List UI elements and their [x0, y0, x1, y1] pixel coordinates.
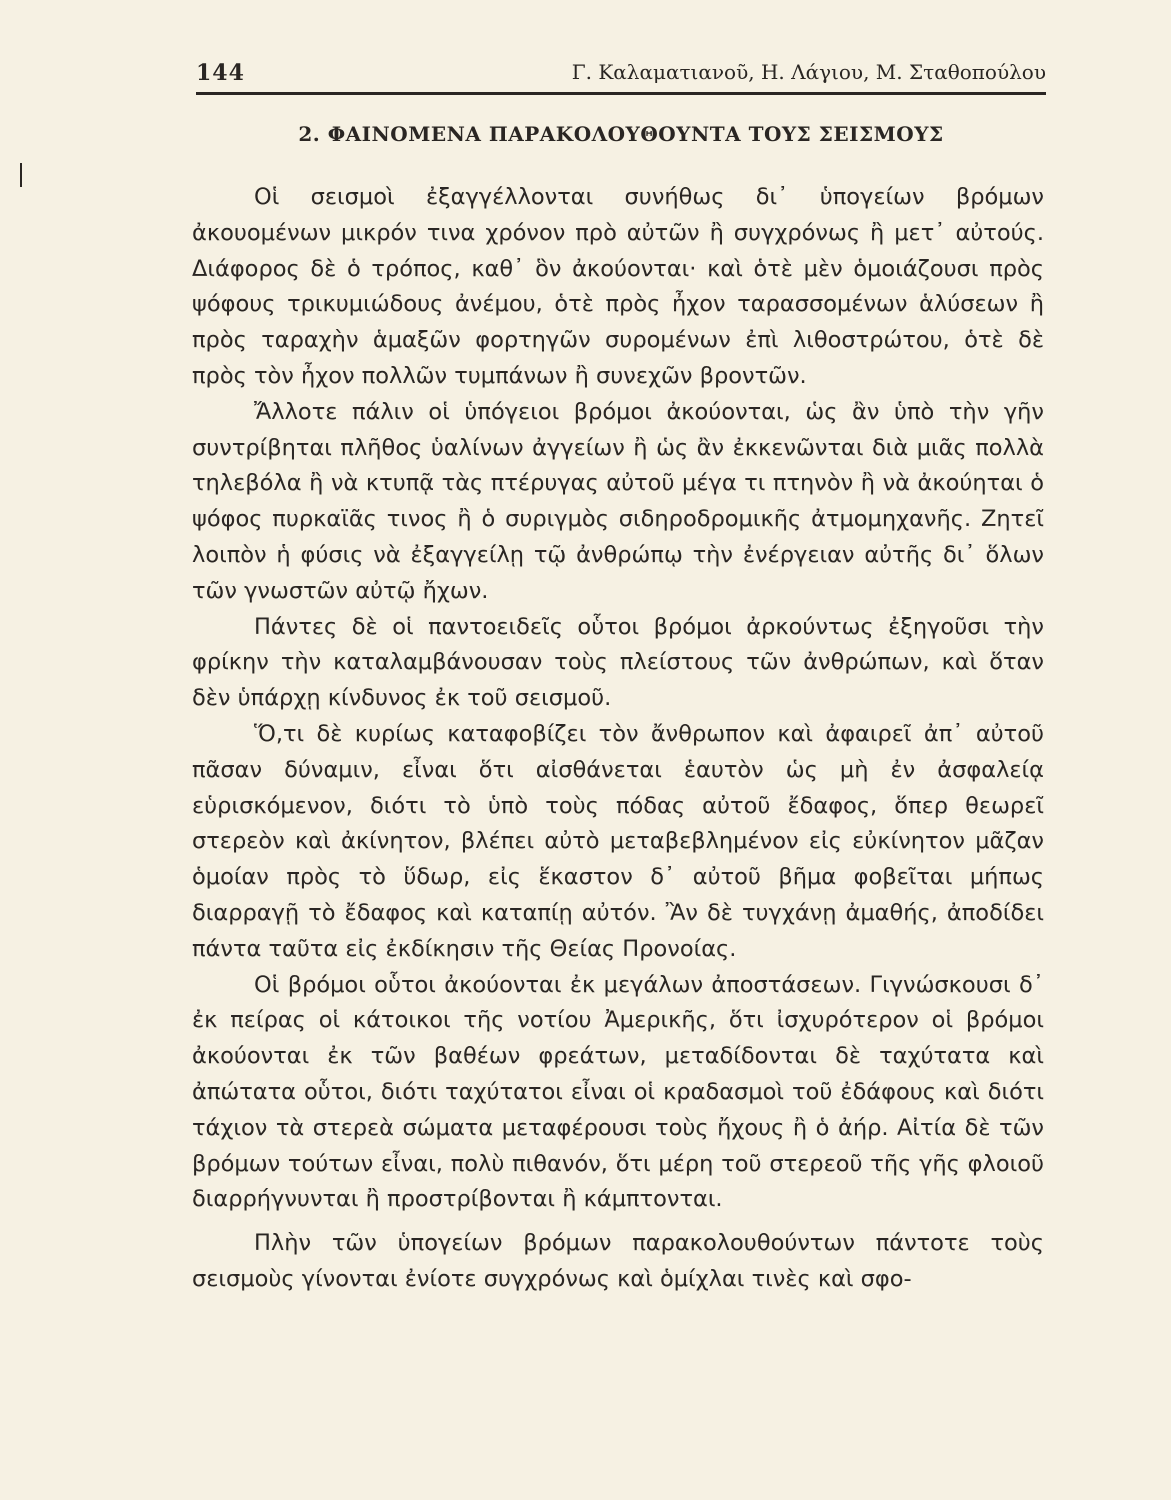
paragraph: Οἱ βρόμοι οὗτοι ἀκούονται ἐκ μεγάλων ἀποστάσεων. Γιγνώσκουσι δ᾽ ἐκ πείρας οἱ κάτοικοι τῆς νοτίου Ἀμερικῆς, ὅτι ἰσχυρότερον οἱ βρόμοι ἀκούονται ἐκ τῶν βαθέων φρεάτων, μεταδίδονται δὲ ταχύτατα καὶ ἀπώτατα οὗτοι, διότι ταχύτατοι εἶναι οἱ κραδασμοὶ τοῦ ἐδάφους καὶ διότι τάχιον τὰ στερεὰ σώματα μεταφέρουσι τοὺς ἤχους ἢ ὁ ἀήρ. Αἰτία δὲ τῶν βρόμων τούτων εἶναι, πολὺ πιθανόν, ὅτι μέρη τοῦ στερεοῦ τῆς γῆς φλοιοῦ διαρρήγνυνται ἢ προστρίβονται ἢ κάμπτονται.	[192, 971, 1044, 1213]
body-text	[192, 180, 1044, 1298]
page-header	[196, 56, 1046, 92]
header-rule	[196, 92, 1046, 95]
page-number: 144	[196, 60, 245, 86]
paragraph: Ἄλλοτε πάλιν οἱ ὑπόγειοι βρόμοι ἀκούονται, ὡς ἂν ὑπὸ τὴν γῆν συντρίβηται πλῆθος ὑαλίνων ἀγγείων ἢ ὡς ἂν ἐκκενῶνται διὰ μιᾶς πολλὰ τηλεβόλα ἢ νὰ κτυπᾷ τὰς πτέρυγας αὐτοῦ μέγα τι πτηνὸν ἢ νὰ ἀκούηται ὁ ψόφος πυρκαϊᾶς τινος ἢ ὁ συριγμὸς σιδηροδρομικῆς ἀτμομηχανῆς. Ζητεῖ λοιπὸν ἡ φύσις νὰ ἐξαγγείλῃ τῷ ἀνθρώπῳ τὴν ἐνέργειαν αὐτῆς δι᾽ ὅλων τῶν γνωστῶν αὐτῷ ἤχων.	[192, 398, 1044, 604]
paragraph: Ὅ,τι δὲ κυρίως καταφοβίζει τὸν ἄνθρωπον καὶ ἀφαιρεῖ ἀπ᾽ αὐτοῦ πᾶσαν δύναμιν, εἶναι ὅτι αἰσθάνεται ἑαυτὸν ὡς μὴ ἐν ἀσφαλείᾳ εὑρισκόμενον, διότι τὸ ὑπὸ τοὺς πόδας αὐτοῦ ἔδαφος, ὅπερ θεωρεῖ στερεὸν καὶ ἀκίνητον, βλέπει αὐτὸ μεταβεβλημένον εἰς εὐκίνητον μᾶζαν ὁμοίαν πρὸς τὸ ὕδωρ, εἰς ἕκαστον δ᾽ αὐτοῦ βῆμα φοβεῖται μήπως διαρραγῇ τὸ ἔδαφος καὶ καταπίῃ αὐτόν. Ἂν δὲ τυγχάνῃ ἀμαθής, ἀποδίδει πάντα ταῦτα εἰς ἐκδίκησιν τῆς Θείας Προνοίας.	[192, 720, 1044, 962]
paragraph: Πάντες δὲ οἱ παντοειδεῖς οὗτοι βρόμοι ἀρκούντως ἐξηγοῦσι τὴν φρίκην τὴν καταλαμβάνουσαν τοὺς πλείστους τῶν ἀνθρώπων, καὶ ὅταν δὲν ὑπάρχῃ κίνδυνος ἐκ τοῦ σεισμοῦ.	[192, 613, 1044, 712]
margin-mark	[20, 163, 22, 187]
running-head-authors: Γ. Καλαματιανοῦ, Η. Λάγιου, Μ. Σταθοπούλου	[571, 60, 1046, 84]
paragraph: Πλὴν τῶν ὑπογείων βρόμων παρακολουθούντων πάντοτε τοὺς σεισμοὺς γίνονται ἐνίοτε συγχρόνως καὶ ὁμίχλαι τινὲς καὶ σφο-	[192, 1230, 1044, 1292]
paragraph: Οἱ σεισμοὶ ἐξαγγέλλονται συνήθως δι᾽ ὑπογείων βρόμων ἀκουομένων μικρόν τινα χρόνον πρὸ αὐτῶν ἢ συγχρόνως ἢ μετ᾽ αὐτούς. Διάφορος δὲ ὁ τρόπος, καθ᾽ ὃν ἀκούονται· καὶ ὁτὲ μὲν ὁμοιάζουσι πρὸς ψόφους τρικυμιώδους ἀνέμου, ὁτὲ πρὸς ἦχον ταρασσομένων ἁλύσεων ἢ πρὸς ταραχὴν ἁμαξῶν φορτηγῶν συρομένων ἐπὶ λιθοστρώτου, ὁτὲ δὲ πρὸς τὸν ἦχον πολλῶν τυμπάνων ἢ συνεχῶν βροντῶν.	[192, 184, 1044, 389]
section-title: 2. ΦΑΙΝΟΜΕΝΑ ΠΑΡΑΚΟΛΟΥΘΟΥΝΤΑ ΤΟΥΣ ΣΕΙΣΜΟΥΣ	[298, 122, 944, 146]
